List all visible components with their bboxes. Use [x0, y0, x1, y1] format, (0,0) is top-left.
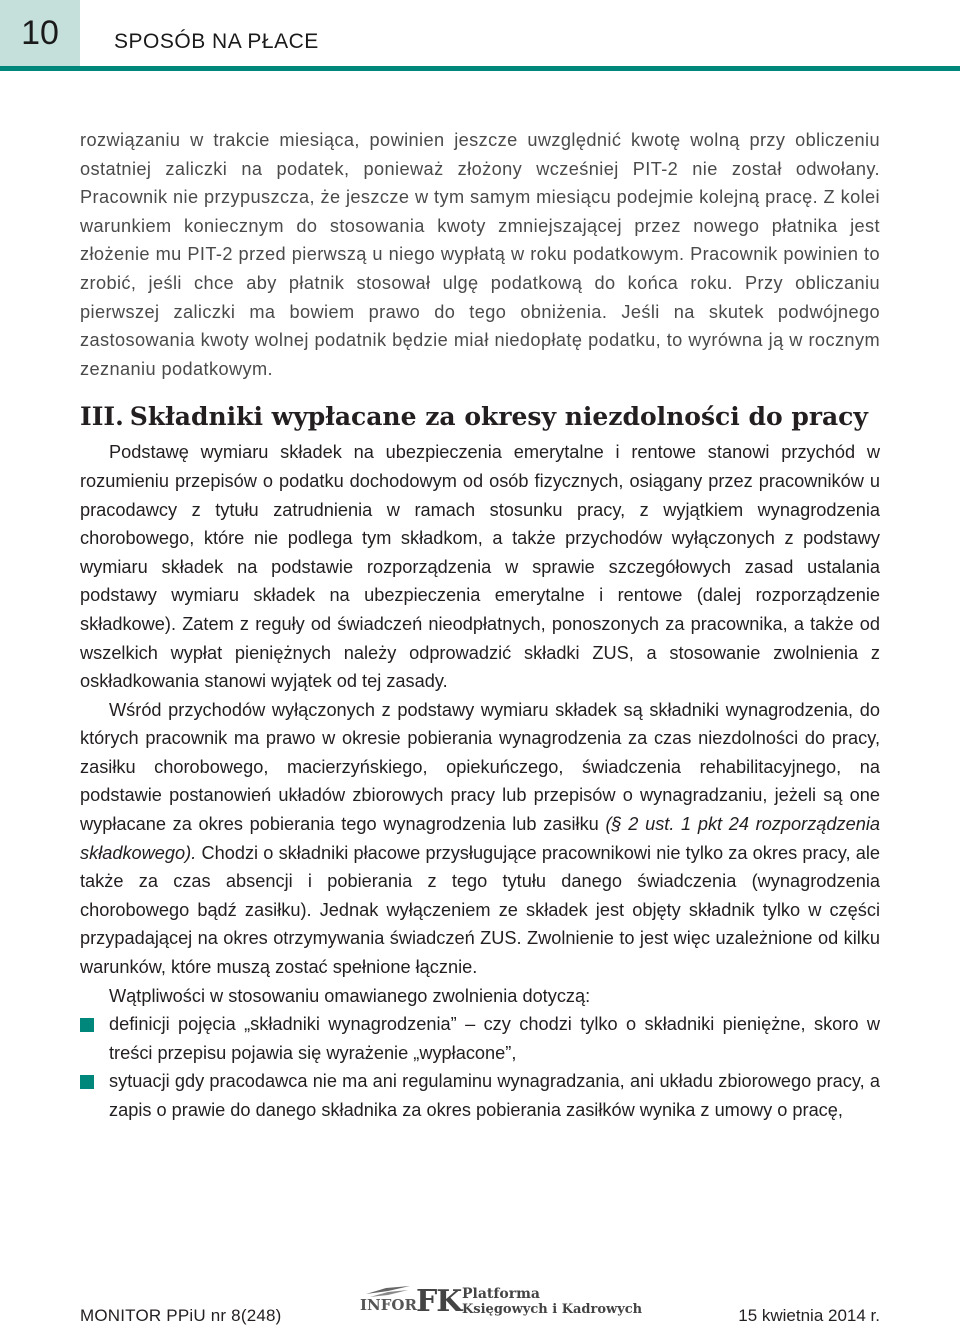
logo-infor-text: INFOR	[360, 1296, 417, 1314]
section-heading	[80, 397, 880, 437]
header-rule	[0, 66, 960, 71]
paragraph: Wątpliwości w stosowaniu omawianego zwolnienia dotyczą:	[109, 985, 591, 1006]
list-item	[80, 1067, 880, 1124]
heading-number: III.	[80, 402, 124, 432]
paragraph-continued: rozwiązaniu w trakcie miesiąca, powinien jeszcze uwzględnić kwotę wolną przy obliczeniu ostatniej zaliczki na podatek, ponieważ złożony wcześniej PIT-2 nie został odwołany. Pracownik nie przypuszcza, że jeszcze w tym samym miesiącu podejmie kolejną pracę. Z kolei warunkiem koniecznym do stosowania kwoty zmniejszającej przez nowego płatnika jest złożenie mu PIT-2 przed pierwszą u niego wypłatą w roku podatkowym. Pracownik powinien to zrobić, jeśli chce aby płatnik stosował ulgę podatkową do końca roku. Przy obliczaniu pierwszej zaliczki ma bowiem prawo do tego obniżenia. Jeśli na skutek podwójnego zastosowania kwoty wolnej podatnik będzie miał niedopłatę podatku, to wyrówna ją w rocznym zeznaniu podatkowym.	[80, 130, 880, 379]
bullet-list	[80, 1010, 880, 1124]
logo-line1: Platforma	[462, 1286, 541, 1302]
section-title: SPOSÓB NA PŁACE	[114, 30, 319, 53]
list-item-text: sytuacji gdy pracodawca nie ma ani regulaminu wynagradzania, ani układu zbiorowego pracy, a zapis o prawie do danego składnika za okres pobierania zasiłków wynika z umowy o pracę,	[109, 1071, 880, 1120]
heading-text: Składniki wypłacane za okresy niezdolności do pracy	[129, 402, 868, 432]
paragraph	[80, 696, 880, 982]
square-bullet-icon	[80, 1018, 94, 1032]
legal-citation: (§ 2 ust. 1 pkt 24 rozporządzenia składkowego).	[80, 814, 881, 863]
page-number: 10	[0, 0, 80, 66]
paragraph-text: Chodzi o składniki płacowe przysługujące pracownikowi nie tylko za okres pracy, ale także za czas absencji i pobierania z tego tytułu danego świadczenia (wynagrodzenia chorobowego bądź zasiłku). Jednak wyłączeniem ze składek jest objęty składnik tylko w części przypadającej na okres otrzymywania świadczeń ZUS. Zwolnienie to jest więc uzależnione od kilku warunków, które muszą zostać spełnione łącznie.	[80, 842, 880, 978]
list-item-text: definicji pojęcia „składniki wynagrodzenia” – czy chodzi tylko o składniki pieniężne, skoro w treści przepisu pojawia się wyrażenie „wypłacone”,	[109, 1014, 880, 1063]
logo-fk-text: FK	[416, 1284, 462, 1319]
publication-issue: MONITOR PPiU nr 8(248)	[80, 1306, 282, 1325]
list-item	[80, 1010, 880, 1067]
page-header	[0, 0, 960, 72]
publisher-logo	[360, 1284, 643, 1328]
article-body	[80, 126, 880, 1125]
paragraph-text: Wśród przychodów wyłączonych z podstawy wymiaru składek są składniki wynagrodzenia, do których pracownik ma prawo w okresie pobierania wynagrodzenia za czas niezdolności do pracy, zasiłku chorobowego, macierzyńskiego, opiekuńczego, świadczenia rehabilitacyjnego, na podstawie postanowień układów zbiorowych pracy lub przepisów o wynagradzaniu, jeżeli są one wypłacane za okres pobierania tego wynagrodzenia lub zasiłku	[80, 699, 880, 835]
publication-date: 15 kwietnia 2014 r.	[738, 1306, 880, 1325]
logo-line2: Księgowych i Kadrowych	[462, 1302, 643, 1317]
paragraph: Podstawę wymiaru składek na ubezpieczenia emerytalne i rentowe stanowi przychód w rozumieniu przepisów o podatku dochodowym od osób fizycznych, osiągany przez pracowników u pracodawcy z tytułu zatrudnienia w ramach stosunku pracy, z wyjątkiem wynagrodzenia chorobowego, które nie podlega tym składkom, a także przychodów wyłączonych z podstawy wymiaru składek na podstawie rozporządzenia w sprawie szczegółowych zasad ustalania podstawy wymiaru składek na ubezpieczenia emerytalne i rentowe (dalej rozporządzenie składkowe). Zatem z reguły od świadczeń nieodpłatnych, ponoszonych za pracownika, a także od wszelkich wypłat pieniężnych należy odprowadzić składki ZUS, a stosowanie zwolnienia z oskładkowania stanowi wyjątek od tej zasady.	[80, 442, 880, 692]
square-bullet-icon	[80, 1075, 94, 1089]
page-footer	[80, 1282, 880, 1332]
